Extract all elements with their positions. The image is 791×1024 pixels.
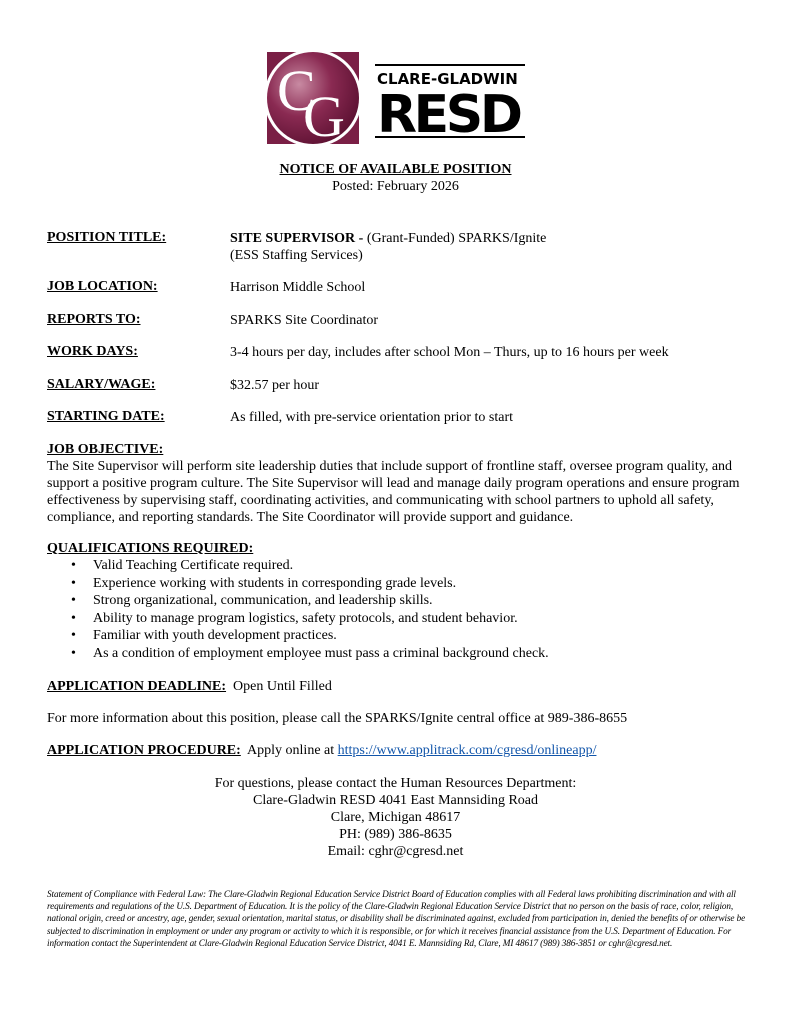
field-value-job-location: Harrison Middle School	[230, 280, 366, 295]
list-item: • Familiar with youth development practices.	[47, 627, 747, 645]
contact-line: For questions, please contact the Human Resources Department:	[214, 776, 577, 791]
list-item: • Valid Teaching Certificate required.	[47, 557, 747, 575]
deadline-line	[47, 678, 747, 695]
objective-text: The Site Supervisor will perform site leadership duties that include support of frontline staff, oversee program quality, and support a positive program culture. The Site Supervisor will lead and manage daily program operations and ensure program effectiveness by supervising staff, coordinating activities, and communicating with school partners to uphold all safety, compliance, and reporting standards. The Site Coordinator will provide support and guidance.	[47, 459, 740, 525]
svg-text:C: C	[277, 58, 316, 123]
contact-line: PH: (989) 386-8635	[339, 827, 452, 842]
deadline-value: Open Until Filled	[233, 679, 332, 694]
field-label-job-location: JOB LOCATION:	[47, 279, 158, 294]
info-line: For more information about this position, please call the SPARKS/Ignite central office at 989-386-8655	[47, 711, 628, 726]
contact-block	[0, 775, 791, 860]
compliance-statement: Statement of Compliance with Federal Law: The Clare-Gladwin Regional Education Service District Board of Education complies with all Federal laws prohibiting discrimination and with all requirements and regulations of the U.S. Department of Education. It is the policy of the Clare-Gladwin Regional Education Service District that no person on the basis of race, color, religion, national origin, creed or ancestry, age, gender, sexual orientation, marital status, or disability shall be discriminated against, excluded from participation in, denied the benefits of or otherwise be subjected to discrimination in employment or under any program or activity to which it is responsible, or for which it receives financial assistance from the U.S. Department of Education. For information contact the Superintendent at Clare-Gladwin Regional Education Service District, 4041 E. Mannsiding Rd, Clare, MI 48617 (989) 386-3851 or cghr@cgresd.net.	[47, 889, 746, 948]
field-value-reports-to: SPARKS Site Coordinator	[230, 313, 379, 328]
position-detail-2: (ESS Staffing Services)	[230, 248, 363, 263]
clare-gladwin-resd-logo	[265, 44, 527, 152]
field-label-salary: SALARY/WAGE:	[47, 377, 156, 392]
field-value-position-title	[230, 230, 546, 264]
qualifications-heading: QUALIFICATIONS REQUIRED:	[47, 541, 254, 556]
field-value-work-days: 3-4 hours per day, includes after school Mon – Thurs, up to 16 hours per week	[230, 345, 669, 360]
procedure-text: Apply online at	[247, 743, 338, 758]
notice-title: NOTICE OF AVAILABLE POSITION	[279, 162, 512, 177]
field-value-starting-date: As filled, with pre-service orientation prior to start	[230, 410, 514, 425]
svg-text:CLARE-GLADWIN: CLARE-GLADWIN	[377, 70, 518, 88]
contact-line: Email: cghr@cgresd.net	[327, 844, 464, 859]
svg-text:RESD: RESD	[377, 85, 523, 145]
list-item: • Strong organizational, communication, and leadership skills.	[47, 592, 747, 610]
svg-text:G: G	[303, 84, 345, 149]
field-label-reports-to: REPORTS TO:	[47, 312, 141, 327]
contact-line: Clare, Michigan 48617	[330, 810, 461, 825]
procedure-label: APPLICATION PROCEDURE:	[47, 743, 241, 758]
contact-line: Clare-Gladwin RESD 4041 East Mannsiding Road	[252, 793, 539, 808]
qualifications-list	[47, 557, 747, 662]
deadline-label: APPLICATION DEADLINE:	[47, 679, 227, 694]
list-item: • As a condition of employment employee must pass a criminal background check.	[47, 645, 747, 663]
objective-heading: JOB OBJECTIVE:	[47, 442, 164, 457]
field-label-position-title: POSITION TITLE:	[47, 230, 167, 245]
position-name: SITE SUPERVISOR -	[230, 231, 367, 246]
field-value-salary: $32.57 per hour	[230, 378, 320, 393]
procedure-line	[47, 742, 747, 759]
position-detail: (Grant-Funded) SPARKS/Ignite	[366, 231, 547, 246]
list-item: • Experience working with students in corresponding grade levels.	[47, 575, 747, 593]
list-item: • Ability to manage program logistics, safety protocols, and student behavior.	[47, 610, 747, 628]
field-label-starting-date: STARTING DATE:	[47, 409, 165, 424]
application-link[interactable]: https://www.applitrack.com/cgresd/onlineapp/	[337, 743, 597, 758]
field-label-work-days: WORK DAYS:	[47, 344, 138, 359]
posted-date: Posted: February 2026	[332, 179, 459, 194]
